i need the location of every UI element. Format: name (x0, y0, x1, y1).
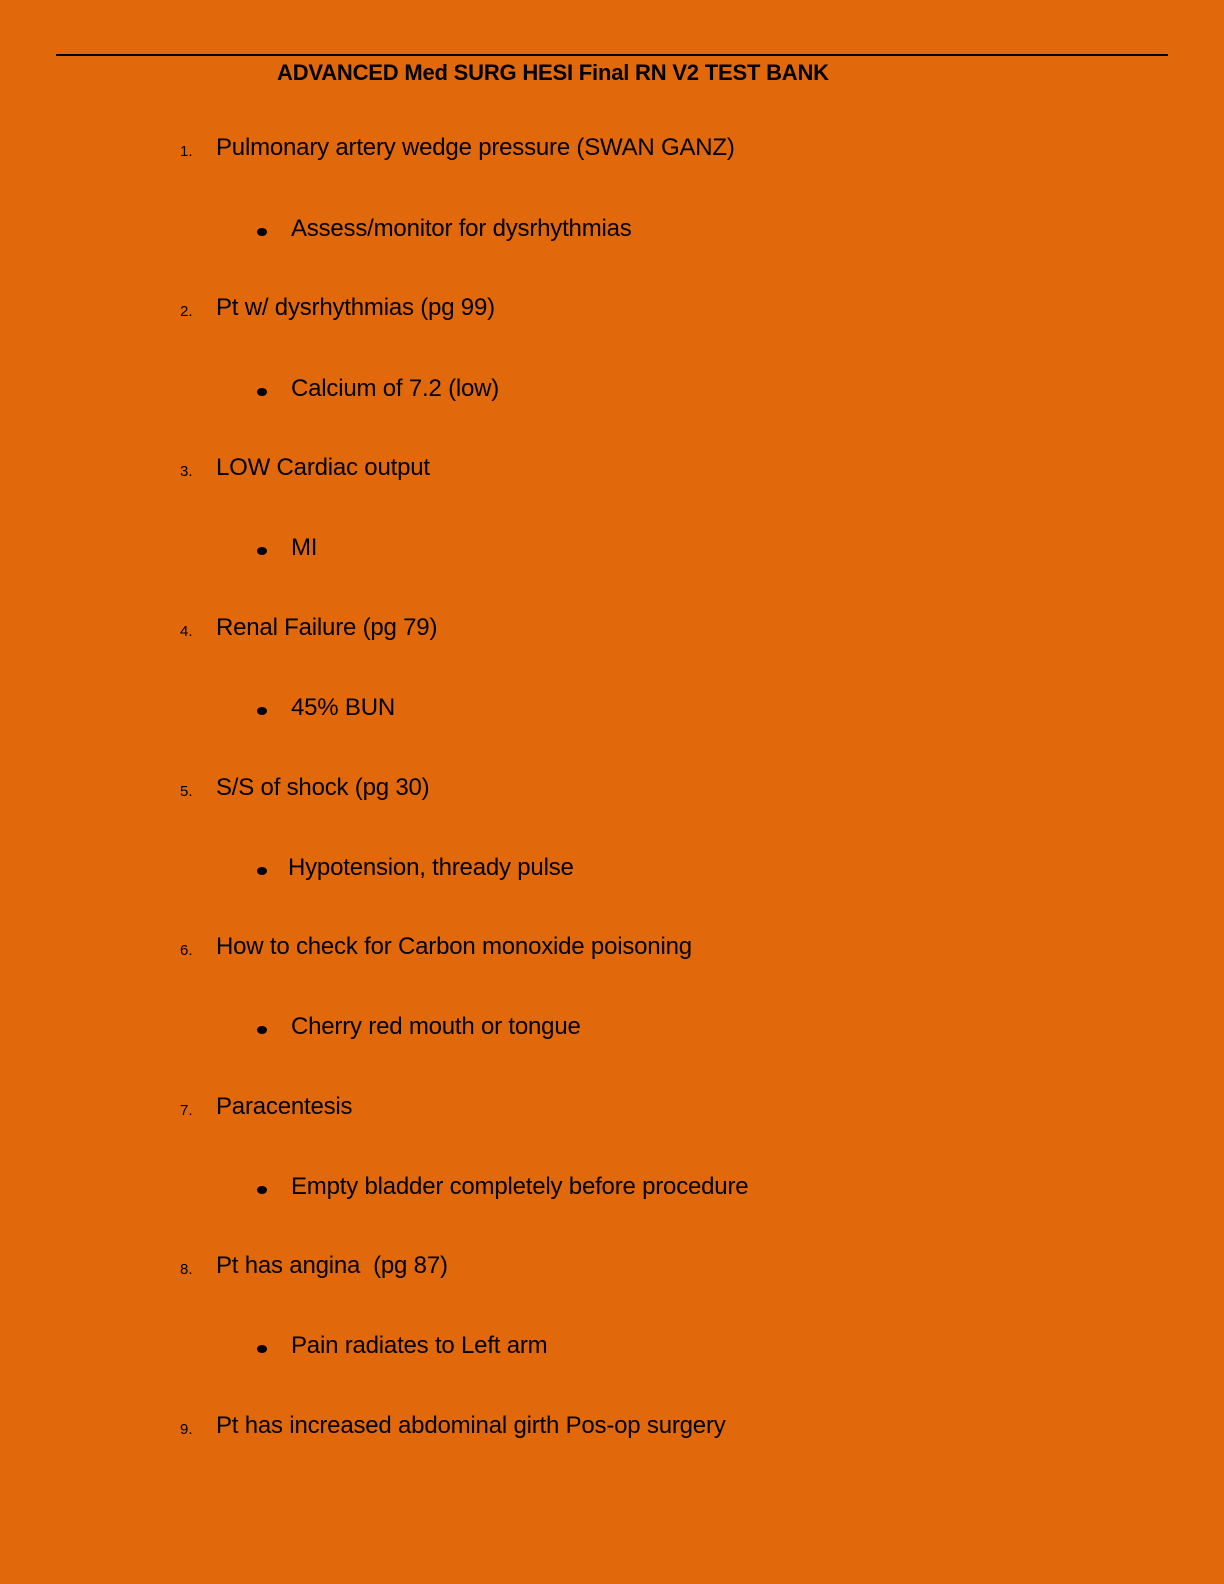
bullet-icon (257, 867, 267, 875)
answer-text: MI (291, 534, 318, 561)
question-item (0, 774, 1224, 806)
question-item (0, 294, 1224, 326)
bullet-icon (257, 388, 267, 396)
question-item (0, 1252, 1224, 1284)
question-text: Pt w/ dysrhythmias (pg 99) (216, 294, 495, 321)
question-item (0, 454, 1224, 486)
answer-text: Assess/monitor for dysrhythmias (291, 215, 632, 242)
question-number: 6. (180, 942, 193, 959)
question-text: S/S of shock (pg 30) (216, 774, 430, 801)
question-text: Pt has increased abdominal girth Pos-op surgery (216, 1412, 726, 1439)
answer-item (0, 215, 1224, 247)
question-number: 4. (180, 623, 193, 640)
bullet-icon (257, 1345, 267, 1353)
question-item (0, 1093, 1224, 1125)
header-rule (56, 54, 1168, 56)
question-item (0, 614, 1224, 646)
question-text: Paracentesis (216, 1093, 353, 1120)
answer-text: Pain radiates to Left arm (291, 1332, 548, 1359)
answer-item (0, 375, 1224, 407)
question-item (0, 933, 1224, 965)
question-number: 8. (180, 1261, 193, 1278)
question-number: 3. (180, 463, 193, 480)
bullet-icon (257, 1186, 267, 1194)
answer-item (0, 694, 1224, 726)
answer-text: Calcium of 7.2 (low) (291, 375, 500, 402)
question-number: 1. (180, 143, 193, 160)
answer-item (0, 854, 1224, 886)
question-number: 7. (180, 1102, 193, 1119)
bullet-icon (257, 707, 267, 715)
bullet-icon (257, 547, 267, 555)
question-text: Pt has angina (pg 87) (216, 1252, 448, 1279)
document-title: ADVANCED Med SURG HESI Final RN V2 TEST BANK (277, 60, 829, 85)
question-number: 9. (180, 1421, 193, 1438)
question-item (0, 134, 1224, 166)
answer-item (0, 534, 1224, 566)
question-text: How to check for Carbon monoxide poisoning (216, 933, 692, 960)
question-text: LOW Cardiac output (216, 454, 430, 481)
answer-text: Cherry red mouth or tongue (291, 1013, 581, 1040)
answer-text: Hypotension, thready pulse (288, 854, 574, 881)
answer-text: 45% BUN (291, 694, 395, 721)
bullet-icon (257, 228, 267, 236)
answer-item (0, 1332, 1224, 1364)
answer-item (0, 1013, 1224, 1045)
answer-text: Empty bladder completely before procedure (291, 1173, 749, 1200)
question-number: 5. (180, 783, 193, 800)
question-item (0, 1412, 1224, 1444)
question-number: 2. (180, 303, 193, 320)
question-text: Renal Failure (pg 79) (216, 614, 438, 641)
answer-item (0, 1173, 1224, 1205)
bullet-icon (257, 1026, 267, 1034)
question-text: Pulmonary artery wedge pressure (SWAN GANZ) (216, 134, 735, 161)
